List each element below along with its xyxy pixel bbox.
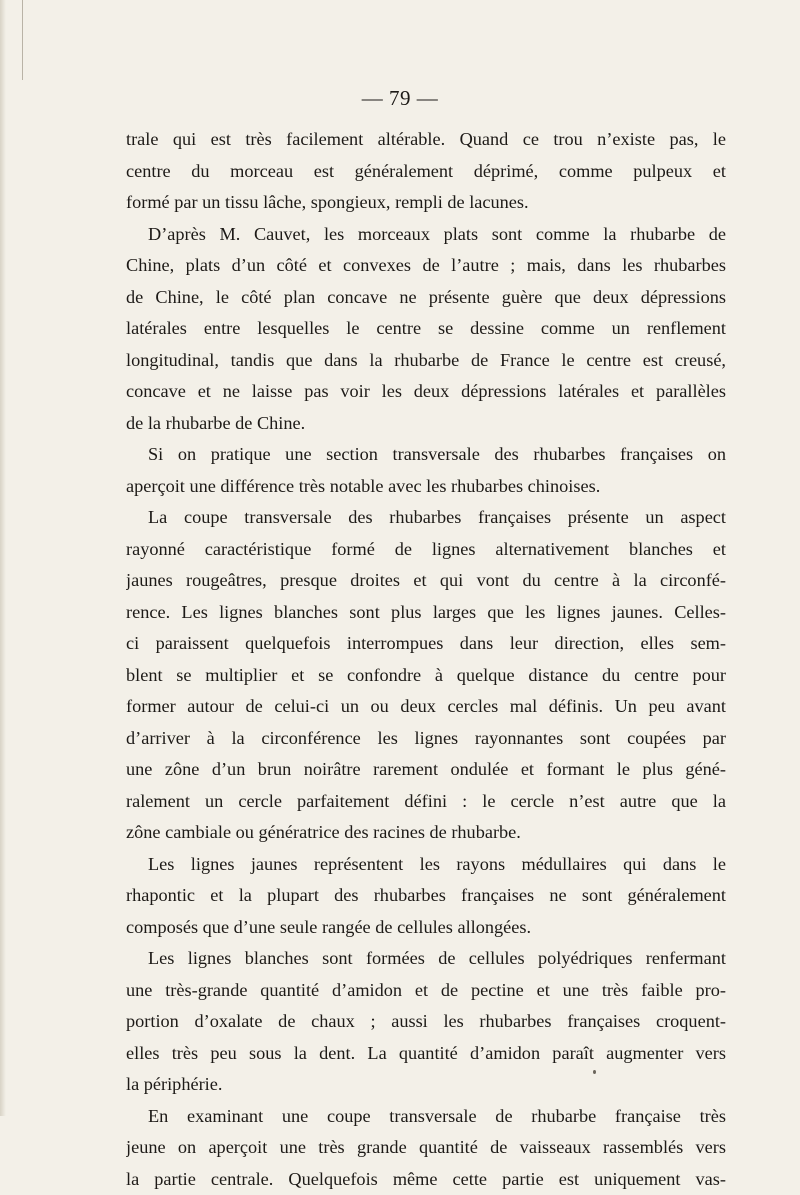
text-line: jaunes rougeâtres, presque droites et qui vont du centre à la circonfé- bbox=[126, 565, 726, 597]
text-line: composés que d’une seule rangée de cellules allongées. bbox=[126, 912, 726, 944]
text-line: blent se multiplier et se confondre à quelque distance du centre pour bbox=[126, 660, 726, 692]
text-line: une zône d’un brun noirâtre rarement ondulée et formant le plus géné- bbox=[126, 754, 726, 786]
text-line: trale qui est très facilement altérable. Quand ce trou n’existe pas, le bbox=[126, 124, 726, 156]
text-line: latérales entre lesquelles le centre se dessine comme un renflement bbox=[126, 313, 726, 345]
text-line: une très-grande quantité d’amidon et de pectine et une très faible pro- bbox=[126, 975, 726, 1007]
ink-speck bbox=[593, 1070, 596, 1074]
text-line: concave et ne laisse pas voir les deux dépressions latérales et parallèles bbox=[126, 376, 726, 408]
text-line: la partie centrale. Quelquefois même cette partie est uniquement vas- bbox=[126, 1164, 726, 1195]
text-line: rence. Les lignes blanches sont plus larges que les lignes jaunes. Celles- bbox=[126, 597, 726, 629]
text-line: formé par un tissu lâche, spongieux, rempli de lacunes. bbox=[126, 187, 726, 219]
text-line: de la rhubarbe de Chine. bbox=[126, 408, 726, 440]
paragraph-start-line: D’après M. Cauvet, les morceaux plats sont comme la rhubarbe de bbox=[126, 219, 726, 251]
text-line: centre du morceau est généralement déprimé, comme pulpeux et bbox=[126, 156, 726, 188]
text-line: former autour de celui-ci un ou deux cercles mal définis. Un peu avant bbox=[126, 691, 726, 723]
paragraph-start-line: En examinant une coupe transversale de rhubarbe française très bbox=[126, 1101, 726, 1133]
text-line: ralement un cercle parfaitement défini : le cercle n’est autre que la bbox=[126, 786, 726, 818]
text-line: d’arriver à la circonférence les lignes rayonnantes sont coupées par bbox=[126, 723, 726, 755]
binding-line bbox=[22, 0, 23, 80]
paragraph-start-line: Les lignes jaunes représentent les rayons médullaires qui dans le bbox=[126, 849, 726, 881]
paragraph-start-line: La coupe transversale des rhubarbes françaises présente un aspect bbox=[126, 502, 726, 534]
text-line: rhapontic et la plupart des rhubarbes françaises ne sont généralement bbox=[126, 880, 726, 912]
text-line: portion d’oxalate de chaux ; aussi les rhubarbes françaises croquent- bbox=[126, 1006, 726, 1038]
text-line: zône cambiale ou génératrice des racines de rhubarbe. bbox=[126, 817, 726, 849]
text-line: longitudinal, tandis que dans la rhubarbe de France le centre est creusé, bbox=[126, 345, 726, 377]
text-line: rayonné caractéristique formé de lignes alternativement blanches et bbox=[126, 534, 726, 566]
text-line: aperçoit une différence très notable avec les rhubarbes chinoises. bbox=[126, 471, 726, 503]
paragraph-start-line: Si on pratique une section transversale des rhubarbes françaises on bbox=[126, 439, 726, 471]
text-line: jeune on aperçoit une très grande quantité de vaisseaux rassemblés vers bbox=[126, 1132, 726, 1164]
text-line: Chine, plats d’un côté et convexes de l’autre ; mais, dans les rhubarbes bbox=[126, 250, 726, 282]
text-line: de Chine, le côté plan concave ne présente guère que deux dépressions bbox=[126, 282, 726, 314]
text-line: elles très peu sous la dent. La quantité d’amidon paraît augmenter vers bbox=[126, 1038, 726, 1070]
page-number: — 79 — bbox=[0, 86, 800, 111]
body-text bbox=[126, 124, 726, 1195]
text-line: ci paraissent quelquefois interrompues dans leur direction, elles sem- bbox=[126, 628, 726, 660]
page-edge-shadow bbox=[0, 0, 6, 1116]
text-line: la périphérie. bbox=[126, 1069, 726, 1101]
paragraph-start-line: Les lignes blanches sont formées de cellules polyédriques renfermant bbox=[126, 943, 726, 975]
